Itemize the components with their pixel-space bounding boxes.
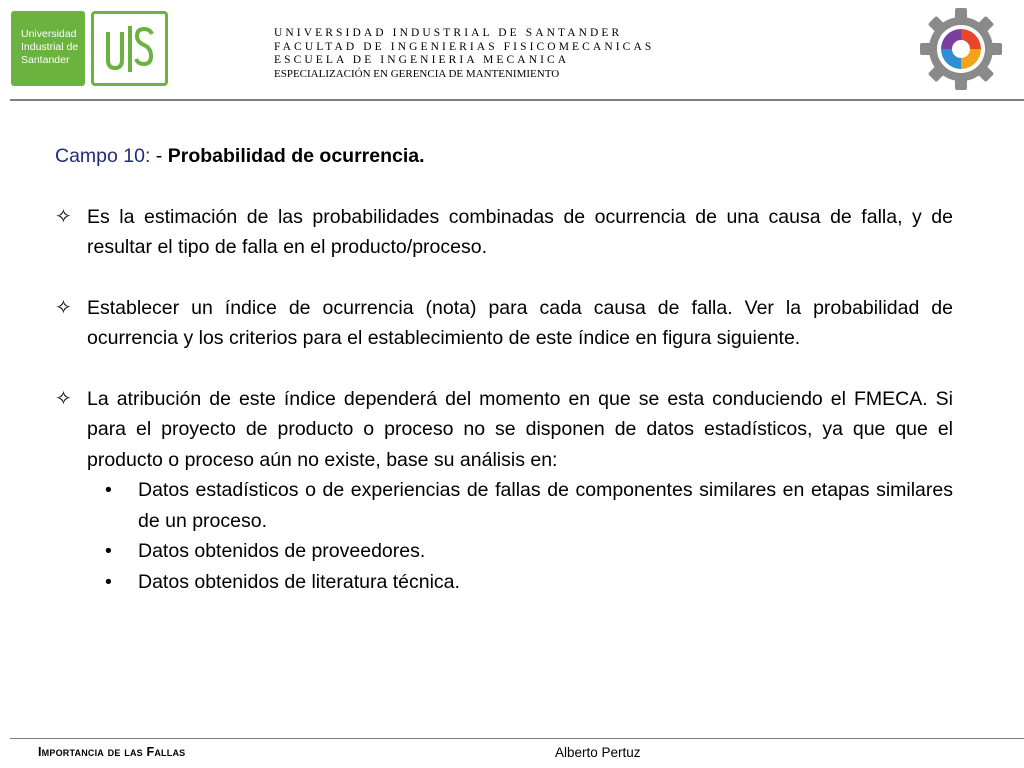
header-university: UNIVERSIDAD INDUSTRIAL DE SANTANDER	[274, 27, 623, 39]
logo-text-line-2: Industrial de	[21, 41, 79, 53]
bullet-text: La atribución de este índice dependerá del momento en que se esta conduciendo el FMECA. Si para el proyecto de producto o proceso no se disponen de datos estadísticos, ya que que el producto o proceso aún no existe, base su análisis en:	[87, 387, 953, 471]
slide-content	[55, 141, 953, 597]
star-bullet-icon: ✧	[55, 205, 72, 228]
dot-bullet-icon: •	[105, 479, 112, 501]
star-bullet-icon: ✧	[55, 296, 72, 319]
bullet-item	[55, 293, 953, 354]
slide-heading	[55, 141, 953, 172]
logo-text-line-1: Universidad	[21, 28, 77, 40]
institution-header	[274, 27, 654, 81]
header-faculty: FACULTAD DE INGENIERIAS FISICOMECANICAS	[274, 40, 655, 53]
heading-separator: -	[150, 145, 168, 167]
footer-divider	[10, 738, 1024, 739]
sub-bullet-text: Datos obtenidos de proveedores.	[138, 540, 426, 562]
heading-label: Campo 10:	[55, 145, 151, 167]
sub-bullet-item	[55, 536, 953, 567]
uis-emblem-icon	[94, 14, 165, 83]
footer-title: Importancia de las Fallas	[38, 745, 186, 759]
logo-text-line-3: Santander	[21, 54, 70, 66]
bullet-item	[55, 384, 953, 476]
heading-title: Probabilidad de ocurrencia.	[167, 145, 425, 167]
sub-bullet-item	[55, 475, 953, 536]
gear-icon	[918, 6, 1004, 92]
gear-logo	[918, 6, 1004, 92]
header-specialization: ESPECIALIZACIÓN EN GERENCIA DE MANTENIMIENTO	[274, 67, 560, 80]
header-divider	[10, 99, 1024, 101]
bullet-text: Establecer un índice de ocurrencia (nota) para cada causa de falla. Ver la probabilidad de ocurrencia y los criterios para el establecimiento de este índice en figura siguiente.	[87, 296, 953, 349]
sub-bullet-text: Datos obtenidos de literatura técnica.	[138, 570, 460, 593]
bullet-text: Es la estimación de las probabilidades combinadas de ocurrencia de una causa de falla, y de resultar el tipo de falla en el producto/proceso.	[87, 205, 953, 258]
header-school: ESCUELA DE INGENIERIA MECANICA	[274, 54, 570, 66]
star-bullet-icon: ✧	[55, 387, 72, 410]
dot-bullet-icon: •	[105, 540, 112, 562]
uis-emblem-logo	[91, 11, 168, 86]
footer-author: Alberto Pertuz	[555, 745, 641, 760]
dot-bullet-icon: •	[105, 570, 112, 593]
sub-bullet-text: Datos estadísticos o de experiencias de fallas de componentes similares en etapas similares de un proceso.	[138, 479, 953, 532]
sub-bullet-item	[55, 567, 953, 598]
university-logo	[11, 11, 85, 86]
bullet-item	[55, 202, 953, 263]
